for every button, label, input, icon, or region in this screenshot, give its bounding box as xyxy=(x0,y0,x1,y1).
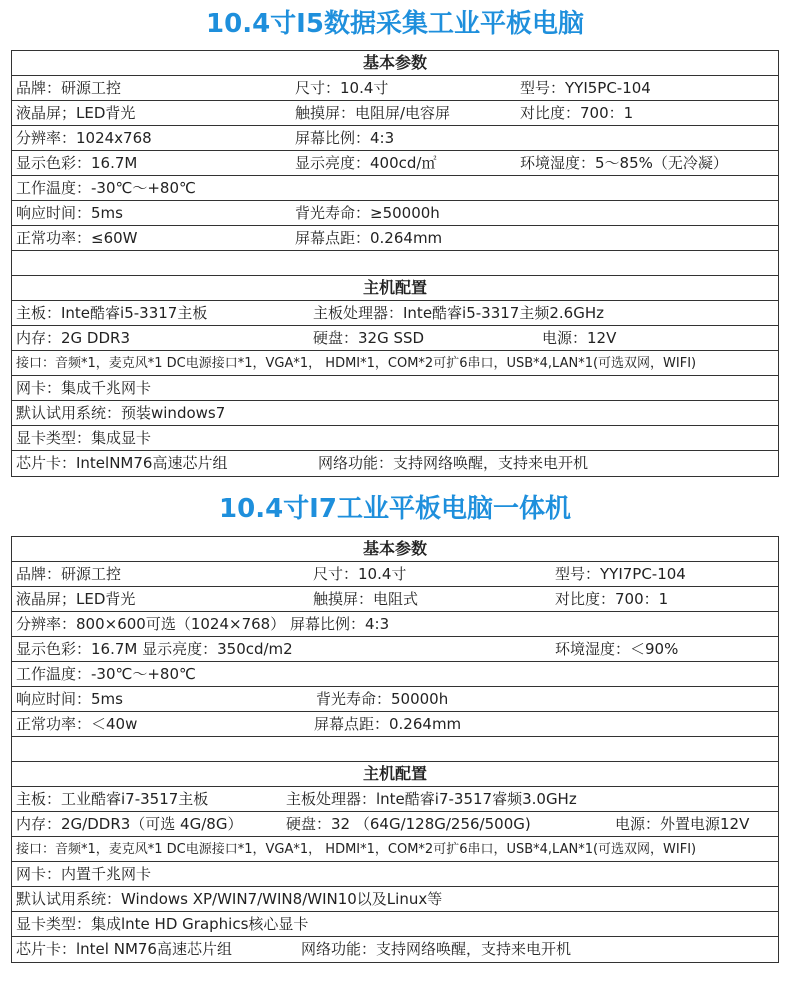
spec-cell: 显示色彩：16.7M xyxy=(16,153,138,172)
doc2-spec-table xyxy=(11,536,779,963)
spec-cell: 主板：工业酷睿i7-3517主板 xyxy=(16,789,209,808)
spec-cell: 网络功能：支持网络唤醒，支持来电开机 xyxy=(301,940,572,958)
spec-cell: 品牌：研源工控 xyxy=(16,564,122,583)
spec-cell: 液晶屏；LED背光 xyxy=(16,103,136,122)
spec-cell: 屏幕比例：4:3 xyxy=(295,128,395,147)
spec-cell: 内存：2G DDR3 xyxy=(16,328,131,347)
doc1-basic-row-1 xyxy=(12,76,778,101)
doc1-basic-row-5 xyxy=(12,176,778,201)
spec-cell: 品牌：研源工控 xyxy=(16,78,122,97)
spec-cell: 响应时间：5ms xyxy=(16,203,123,222)
spec-cell: 环境湿度：＜90% xyxy=(555,639,679,658)
doc1-title: 10.4寸I5数据采集工业平板电脑 xyxy=(206,9,584,39)
doc1-host-row-6 xyxy=(12,426,778,451)
spec-cell: 尺寸：10.4寸 xyxy=(295,78,389,97)
doc2-host-row-2 xyxy=(12,812,778,837)
doc2-basic-row-1 xyxy=(12,562,778,587)
spec-cell: 显示亮度：400cd/㎡ xyxy=(295,153,437,172)
doc2-host-row-4 xyxy=(12,862,778,887)
spec-cell: 型号：YYI7PC-104 xyxy=(555,564,686,583)
spec-cell: 背光寿命：50000h xyxy=(316,689,449,708)
doc1-basic-row-3 xyxy=(12,126,778,151)
spec-cell: 主板处理器：lnte酷睿i7-3517睿频3.0GHz xyxy=(286,789,577,808)
doc2-host-header: 主机配置 xyxy=(12,762,778,787)
spec-cell: 接口：音频*1，麦克风*1 DC电源接口*1，VGA*1， HDMI*1，COM*2可扩6串口，USB*4,LAN*1(可选双网，WIFI) xyxy=(16,841,697,857)
doc2-title: 10.4寸I7工业平板电脑一体机 xyxy=(219,494,571,524)
spec-cell: 响应时间：5ms xyxy=(16,689,123,708)
spec-cell: 网卡：内置千兆网卡 xyxy=(16,864,152,883)
spec-cell: 液晶屏；LED背光 xyxy=(16,589,136,608)
spec-cell: 屏幕点距：0.264mm xyxy=(314,714,462,733)
spec-cell: 硬盘：32G SSD xyxy=(313,328,425,347)
spec-cell: 分辨率：800×600可选（1024×768） 屏幕比例：4:3 xyxy=(16,614,390,633)
doc2-basic-row-7 xyxy=(12,712,778,737)
spec-cell: 接口：音频*1，麦克风*1 DC电源接口*1，VGA*1， HDMI*1，COM*2可扩6串口，USB*4,LAN*1(可选双网，WIFI) xyxy=(16,355,697,371)
doc1-host-row-4 xyxy=(12,376,778,401)
spec-cell: 显卡类型：集成lnte HD Graphics核心显卡 xyxy=(16,914,309,933)
doc2-basic-row-6 xyxy=(12,687,778,712)
spec-cell: 电源：12V xyxy=(542,328,617,347)
doc1-host-row-5 xyxy=(12,401,778,426)
spec-cell: 触摸屏：电阻式 xyxy=(313,589,419,608)
spec-cell: 对比度：700：1 xyxy=(520,103,634,122)
spec-cell: 网卡：集成千兆网卡 xyxy=(16,378,152,397)
doc1-spec-table xyxy=(11,50,779,477)
doc1-basic-row-2 xyxy=(12,101,778,126)
spec-cell: 显示色彩：16.7M 显示亮度：350cd/m2 xyxy=(16,639,293,658)
spec-cell: 默认试用系统：预装windows7 xyxy=(16,403,226,422)
doc1-host-header: 主机配置 xyxy=(12,276,778,301)
spec-cell: 触摸屏：电阻屏/电容屏 xyxy=(295,103,451,122)
spec-cell: 环境湿度：5～85%（无冷凝） xyxy=(520,153,728,172)
spec-cell: 硬盘：32 （64G/128G/256/500G) xyxy=(286,814,531,833)
doc1-host-row-1 xyxy=(12,301,778,326)
doc1-host-row-2 xyxy=(12,326,778,351)
spec-cell: 屏幕点距：0.264mm xyxy=(295,228,443,247)
spec-cell: 显卡类型：集成显卡 xyxy=(16,428,152,447)
doc2-host-row-5 xyxy=(12,887,778,912)
spec-cell: 背光寿命：≥50000h xyxy=(295,203,440,222)
doc2-spacer-row xyxy=(12,737,778,762)
spec-cell: 芯片卡：IntelNM76高速芯片组 xyxy=(16,454,228,472)
doc1-host-row-3 xyxy=(12,351,778,376)
doc2-basic-row-5 xyxy=(12,662,778,687)
spec-cell: 型号：YYI5PC-104 xyxy=(520,78,651,97)
spec-cell: 工作温度：-30℃～+80℃ xyxy=(16,178,196,197)
spec-cell: 正常功率：＜40w xyxy=(16,714,138,733)
doc1-spacer-row xyxy=(12,251,778,276)
spec-cell: 网络功能：支持网络唤醒，支持来电开机 xyxy=(318,454,589,472)
doc1-host-row-7 xyxy=(12,451,778,476)
spec-cell: 内存：2G/DDR3（可选 4G/8G） xyxy=(16,814,243,833)
doc2-host-row-6 xyxy=(12,912,778,937)
doc1-basic-row-6 xyxy=(12,201,778,226)
spec-cell: 主板处理器：Inte酷睿i5-3317主频2.6GHz xyxy=(313,303,604,322)
spec-cell: 芯片卡：lntel NM76高速芯片组 xyxy=(16,940,232,958)
doc2-host-row-7 xyxy=(12,937,778,962)
spec-cell: 分辨率：1024x768 xyxy=(16,128,152,147)
doc2-host-row-3 xyxy=(12,837,778,862)
doc1-basic-header: 基本参数 xyxy=(12,51,778,76)
spec-cell: 正常功率：≤60W xyxy=(16,228,138,247)
spec-cell: 对比度：700：1 xyxy=(555,589,669,608)
doc2-host-row-1 xyxy=(12,787,778,812)
spec-cell: 电源：外置电源12V xyxy=(615,814,750,833)
doc2-basic-row-4 xyxy=(12,637,778,662)
spec-cell: 主板：Inte酷睿i5-3317主板 xyxy=(16,303,208,322)
spec-cell: 尺寸：10.4寸 xyxy=(313,564,407,583)
doc2-basic-row-2 xyxy=(12,587,778,612)
doc1-basic-row-7 xyxy=(12,226,778,251)
spec-cell: 工作温度：-30℃～+80℃ xyxy=(16,664,196,683)
doc2-basic-row-3 xyxy=(12,612,778,637)
doc1-basic-row-4 xyxy=(12,151,778,176)
doc2-basic-header: 基本参数 xyxy=(12,537,778,562)
spec-cell: 默认试用系统：Windows XP/WIN7/WIN8/WIN10以及Linux等 xyxy=(16,889,443,908)
